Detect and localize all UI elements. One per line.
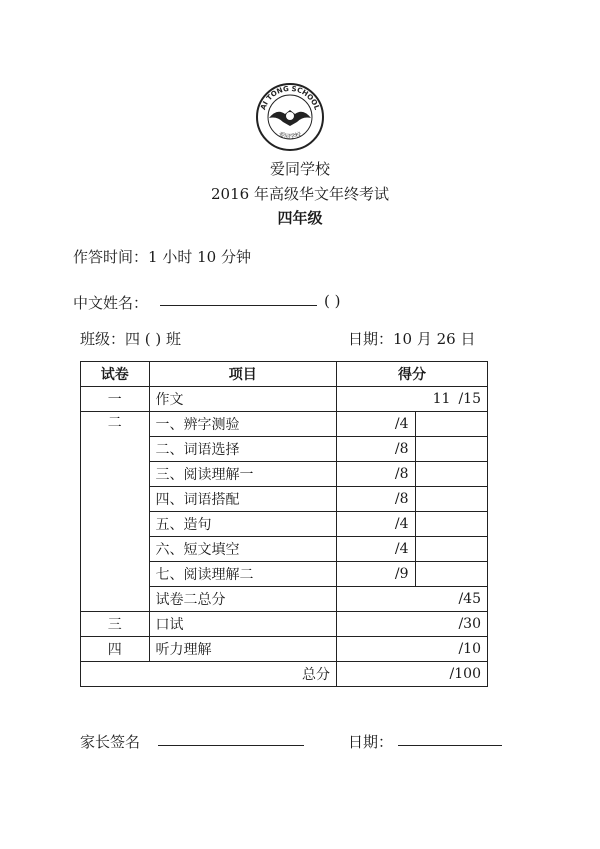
score-input-cell[interactable] <box>415 462 488 487</box>
time-label: 作答时间： <box>73 248 149 266</box>
svg-text:爱同学校 <box>278 130 304 141</box>
item-cell: 一、辨字测验 <box>149 412 336 437</box>
paper-cell: 一 <box>81 387 150 412</box>
svg-text:AI TONG SCHOOL <box>259 85 321 112</box>
date-line <box>348 328 476 349</box>
school-crest-icon <box>255 82 325 152</box>
score-input-cell[interactable] <box>415 562 488 587</box>
obtained-score: 11 <box>432 391 451 407</box>
class-line <box>80 328 181 349</box>
table-row <box>81 412 488 437</box>
school-name: 爱同学校 <box>269 160 330 178</box>
max-score: /4 <box>336 537 415 562</box>
max-score: /10 <box>336 637 487 662</box>
max-score: /8 <box>336 437 415 462</box>
table-row <box>81 387 488 412</box>
score-input-cell[interactable] <box>415 487 488 512</box>
logo-arc-text: AI TONG SCHOOL <box>259 84 321 111</box>
name-paren: ( ) <box>324 292 341 310</box>
subtotal-max: /45 <box>336 587 487 612</box>
score-input-cell[interactable] <box>415 512 488 537</box>
item-cell: 作文 <box>149 387 336 412</box>
total-label: 总分 <box>81 662 337 687</box>
class-value: 四 ( ) 班 <box>125 330 182 348</box>
time-value: 1 小时 10 分钟 <box>148 248 251 266</box>
paper-cell: 四 <box>81 637 150 662</box>
item-cell: 七、阅读理解二 <box>149 562 336 587</box>
score-table <box>80 361 488 687</box>
table-row <box>81 637 488 662</box>
table-row <box>81 612 488 637</box>
item-cell: 口试 <box>149 612 336 637</box>
header-paper: 试卷 <box>81 362 150 387</box>
score-input-cell[interactable] <box>415 437 488 462</box>
max-score: /15 <box>458 391 481 407</box>
name-underline[interactable] <box>160 305 317 306</box>
total-max: /100 <box>336 662 487 687</box>
max-score: /9 <box>336 562 415 587</box>
logo-bottom-text: 爱同学校 <box>277 130 303 141</box>
parent-signature-line[interactable] <box>158 745 304 746</box>
paper-cell: 二 <box>81 412 150 612</box>
name-label: 中文姓名： <box>73 294 149 312</box>
table-header-row <box>81 362 488 387</box>
subtotal-label: 试卷二总分 <box>149 587 336 612</box>
max-score: /4 <box>336 412 415 437</box>
item-cell: 五、造句 <box>149 512 336 537</box>
item-cell: 四、词语搭配 <box>149 487 336 512</box>
max-score: /30 <box>336 612 487 637</box>
item-cell: 二、词语选择 <box>149 437 336 462</box>
item-cell: 六、短文填空 <box>149 537 336 562</box>
score-cell <box>336 387 487 412</box>
max-score: /8 <box>336 462 415 487</box>
class-label: 班级： <box>80 330 126 348</box>
time-line <box>73 246 251 267</box>
item-cell: 三、阅读理解一 <box>149 462 336 487</box>
max-score: /8 <box>336 487 415 512</box>
score-input-cell[interactable] <box>415 537 488 562</box>
paper-cell: 三 <box>81 612 150 637</box>
header-item: 项目 <box>149 362 336 387</box>
footer-date-label: 日期： <box>348 733 394 751</box>
score-input-cell[interactable] <box>415 412 488 437</box>
date-label: 日期： <box>348 330 394 348</box>
item-cell: 听力理解 <box>149 637 336 662</box>
parent-signature-label: 家长签名 <box>80 733 141 751</box>
date-value: 10 月 26 日 <box>393 330 476 348</box>
grade-title: 四年级 <box>277 209 323 227</box>
total-row <box>81 662 488 687</box>
header-score: 得分 <box>336 362 487 387</box>
footer-date-line[interactable] <box>398 745 502 746</box>
max-score: /4 <box>336 512 415 537</box>
exam-title: 2016 年高级华文年终考试 <box>211 185 389 203</box>
